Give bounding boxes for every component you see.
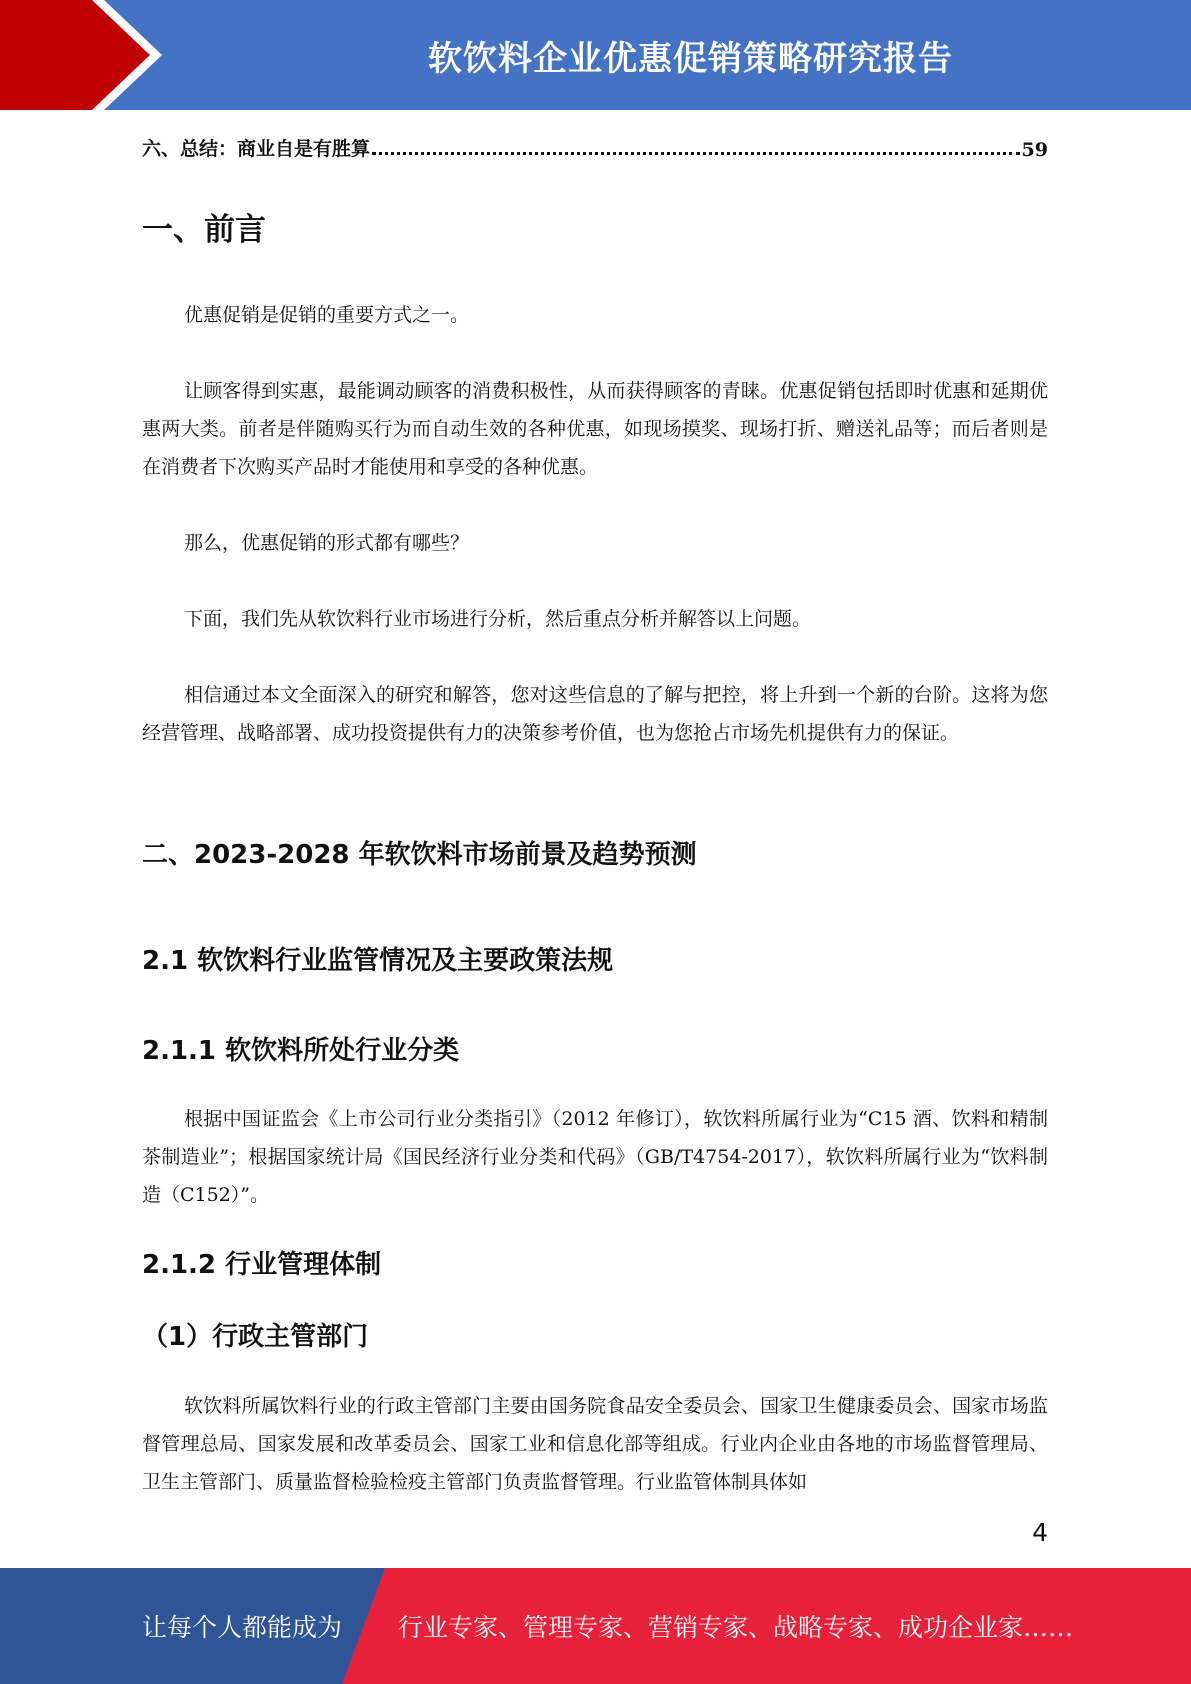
header-arrow-decoration [0,0,240,110]
subsection-heading: 2.1.2 行业管理体制 [142,1250,382,1280]
toc-entry[interactable] [142,130,1048,161]
toc-entry-page: 59 [1021,139,1048,161]
paragraph: 那么，优惠促销的形式都有哪些？ [184,532,470,554]
footer-slogan-left: 让每个人都能成为 [142,1613,343,1642]
subsection-heading: 2.1.1 软饮料所处行业分类 [142,1036,460,1066]
section-heading-forecast: 二、2023-2028 年软饮料市场前景及趋势预测 [142,840,697,870]
paragraph: 根据中国证监会《上市公司行业分类指引》（2012 年修订），软饮料所属行业为“C15 酒、饮料和精制茶制造业”；根据国家统计局《国民经济行业分类和代码》（GB/T4754-2017），软饮料所属行业为“饮料制造（C152）”。 [142,1108,1048,1206]
page-footer [0,1568,1191,1684]
paragraph: 让顾客得到实惠，最能调动顾客的消费积极性，从而获得顾客的青睐。优惠促销包括即时优惠和延期优惠两大类。前者是伴随购买行为而自动生效的各种优惠，如现场摸奖、现场打折、赠送礼品等；而后者则是在消费者下次购买产品时才能使用和享受的各种优惠。 [142,380,1048,478]
subsection-heading: 2.1 软饮料行业监管情况及主要政策法规 [142,946,614,976]
paragraph: 下面，我们先从软饮料行业市场进行分析，然后重点分析并解答以上问题。 [184,608,812,630]
section-heading-preface: 一、前言 [142,212,266,248]
toc-entry-label: 六、总结：商业自是有胜算 [142,138,371,160]
report-title: 软饮料企业优惠促销策略研究报告 [428,38,953,79]
footer-slogan-right: 行业专家、管理专家、营销专家、战略专家、成功企业家…… [398,1613,1074,1642]
paragraph: 软饮料所属饮料行业的行政主管部门主要由国务院食品安全委员会、国家卫生健康委员会、国家市场监督管理总局、国家发展和改革委员会、国家工业和信息化部等组成。行业内企业由各地的市场监督管理局、卫生主管部门、质量监督检验检疫主管部门负责监督管理。行业监管体制具体如 [142,1395,1048,1493]
paragraph: 相信通过本文全面深入的研究和解答，您对这些信息的了解与把控，将上升到一个新的台阶。这将为您经营管理、战略部署、成功投资提供有力的决策参考价值，也为您抢占市场先机提供有力的保证。 [142,684,1048,744]
page-header [0,0,1191,110]
toc-leader-dots [372,130,1020,155]
subsection-heading: （1）行政主管部门 [142,1322,369,1352]
paragraph: 优惠促销是促销的重要方式之一。 [184,304,470,326]
page-number: 4 [1032,1518,1048,1547]
